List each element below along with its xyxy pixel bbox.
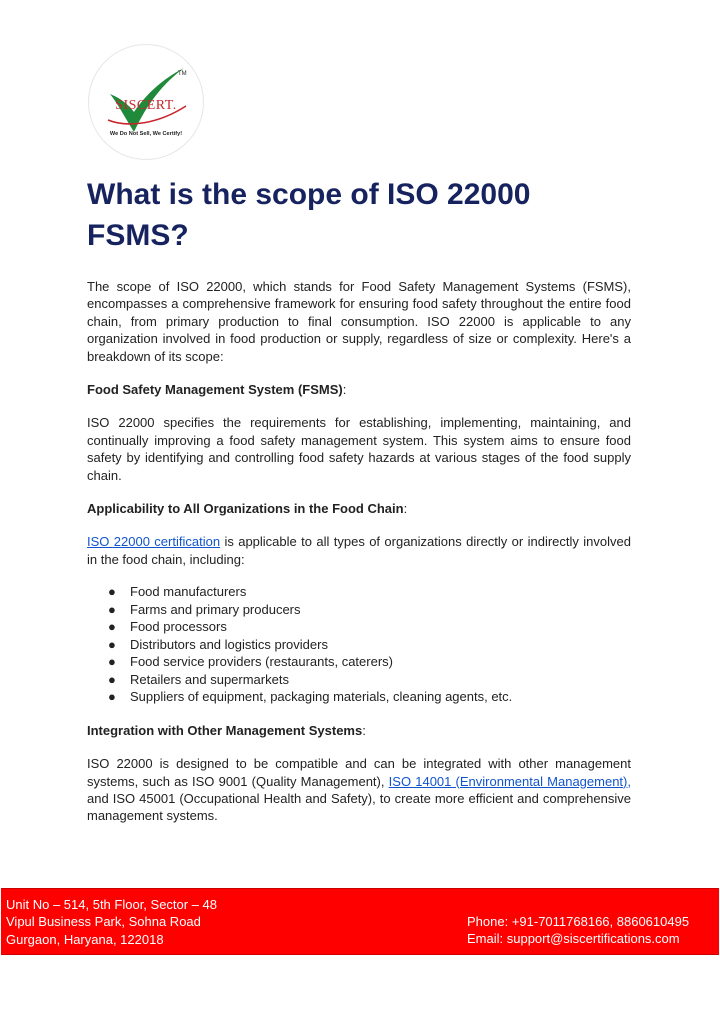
bullet-icon: ● [108,601,116,617]
organization-list [87,583,631,706]
list-item: ● Retailers and supermarkets [108,671,289,687]
integration-paragraph: ISO 22000 is designed to be compatible and can be integrated with other management systems, such as ISO 9001 (Quality Management), ISO 14001 (Environmental Management), and ISO 45001 (Occupational Health and Safety), to create more efficient and comprehensive management systems. [87,756,631,824]
intro-paragraph: The scope of ISO 22000, which stands for Food Safety Management Systems (FSMS), encompasses a comprehensive framework for ensuring food safety throughout the entire food chain, from primary production to final consumption. ISO 22000 is applicable to any organization involved in food production or supply, regardless of size or complexity. Here's a breakdown of its scope: [87,279,631,364]
bullet-icon: ● [108,636,116,652]
footer-address-line: Vipul Business Park, Sohna Road [6,914,201,930]
list-item: ● Distributors and logistics providers [108,636,328,652]
fsms-paragraph: ISO 22000 specifies the requirements for establishing, implementing, maintaining, and continually improving a food safety management system. This system aims to ensure food safety by identifying and controlling food safety hazards at various stages of the food supply chain. [87,415,631,483]
list-item: ● Food manufacturers [108,584,247,600]
footer-contact [467,913,689,948]
footer-address-line: Gurgaon, Haryana, 122018 [6,931,164,947]
logo-brand-name: SISCERT. [115,98,177,113]
logo-trademark: TM [178,71,187,77]
footer-address-line: Unit No – 514, 5th Floor, Sector – 48 [6,897,218,912]
applicability-paragraph: ISO 22000 certification is applicable to all types of organizations directly or indirectly involved in the food chain, including: [87,534,631,567]
list-item: ● Farms and primary producers [108,601,301,617]
footer-address [6,896,217,948]
footer-phone: Phone: +91-7011768166, 8860610495 [467,914,690,929]
bullet-icon: ● [108,584,116,600]
footer-email: Email: support@siscertifications.com [467,931,680,947]
bullet-icon: ● [108,671,116,687]
iso-22000-certification-link[interactable]: ISO 22000 certification [87,534,221,550]
list-item: ● Food processors [108,619,227,635]
bullet-icon: ● [108,689,116,705]
list-item: ● Food service providers (restaurants, caterers) [108,654,393,670]
logo-tagline: We Do Not Sell, We Certify! [109,131,183,137]
bullet-icon: ● [108,654,116,670]
article [87,174,631,825]
section-heading-fsms: Food Safety Management System (FSMS): [87,382,347,398]
section-heading-applicability: Applicability to All Organizations in the Food Chain: [87,501,408,517]
list-item: ● Suppliers of equipment, packaging materials, cleaning agents, etc. [108,689,513,705]
bullet-icon: ● [108,619,116,635]
page-title: What is the scope of ISO 22000 FSMS? [87,178,531,252]
iso-14001-link[interactable]: ISO 14001 (Environmental Management), [388,773,631,789]
footer [1,888,719,955]
company-logo [88,44,204,160]
section-heading-integration: Integration with Other Management Systems: [87,722,366,738]
